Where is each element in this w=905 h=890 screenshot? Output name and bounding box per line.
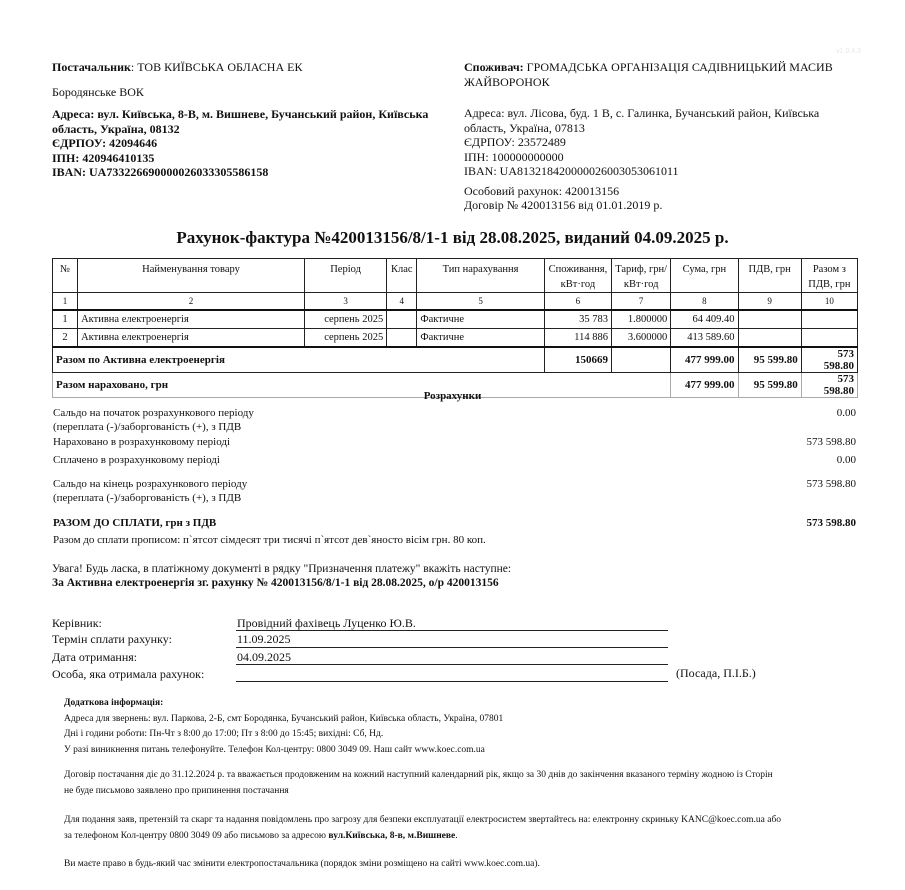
claims-line: за телефоном Кол-центру 0800 3049 09 або письмово за адресою вул.Київська, 8-в, м.Вишневе. [64, 830, 458, 841]
supplier-label: Постачальник [52, 60, 131, 74]
due-date-value: 11.09.2025 [237, 632, 291, 646]
row-name: Активна електроенергія [78, 329, 305, 348]
received-date-value: 04.09.2025 [237, 650, 291, 664]
opening-balance [53, 406, 856, 434]
supplier-branch: Бородянське ВОК [52, 84, 144, 99]
manager-value: Провідний фахівець Луценко Ю.В. [237, 616, 416, 630]
col-header: Найменування товару [78, 259, 305, 293]
row-period: серпень 2025 [304, 310, 386, 329]
row-total [801, 329, 857, 348]
col-number: 9 [738, 293, 801, 311]
row-no: 2 [53, 329, 78, 348]
closing-balance [53, 477, 856, 505]
received-date-line [236, 649, 668, 665]
consumer-address: Адреса: вул. Лісова, буд. 1 В, с. Галинка, Бучанський район, Київська область, Україна, 07813 [464, 106, 820, 135]
row-tariff: 3.600000 [612, 329, 671, 348]
grand-total-label: Разом нараховано, грн [53, 373, 671, 398]
receiver-label: Особа, яка отримала рахунок: [52, 667, 205, 681]
total-to-pay [53, 516, 856, 530]
row-type: Фактичне [417, 310, 544, 329]
accrued [53, 435, 856, 449]
invoice-title: Рахунок-фактура №420013156/8/1-1 від 28.08.2025, виданий 04.09.2025 р. [176, 228, 729, 247]
row-type: Фактичне [417, 329, 544, 348]
col-header: ПДВ, грн [738, 259, 801, 293]
settlements-title: Розрахунки [423, 390, 482, 402]
subtotal-sum: 477 999.00 [671, 347, 738, 373]
col-number: 5 [417, 293, 544, 311]
row-consumption: 114 886 [544, 329, 611, 348]
row-period: серпень 2025 [304, 329, 386, 348]
paid-label: Сплачено в розрахунковому періоді [53, 454, 220, 466]
subtotal-label: Разом по Активна електроенергія [53, 347, 545, 373]
total-to-pay-value: 573 598.80 [806, 517, 856, 529]
additional-info-title: Додаткова інформація: [64, 698, 164, 708]
row-class [387, 329, 417, 348]
due-date-line [236, 632, 668, 648]
col-number: 8 [671, 293, 738, 311]
paid-value: 0.00 [836, 454, 856, 466]
payment-note [52, 562, 511, 590]
row-sum: 413 589.60 [671, 329, 738, 348]
contract-terms-line: не буде письмово заявлено про припинення постачання [64, 785, 289, 796]
consumer-block [464, 60, 864, 213]
row-tariff: 1.800000 [612, 310, 671, 329]
position-hint: (Посада, П.І.Б.) [676, 666, 756, 680]
additional-info [64, 696, 844, 758]
closing-balance-label: Сальдо на кінець розрахункового періоду [53, 478, 248, 490]
row-class [387, 310, 417, 329]
col-number: 3 [304, 293, 386, 311]
working-hours: Дні і години роботи: Пн-Чт з 8:00 до 17:00; Пт з 8:00 до 15:45; вихідні: Сб, Нд. [64, 729, 384, 739]
subtotal-total: 573 598.80 [801, 347, 857, 373]
col-header: Сума, грн [671, 259, 738, 293]
col-number: 6 [544, 293, 611, 311]
closing-balance-value: 573 598.80 [806, 478, 856, 490]
paid [53, 453, 856, 467]
col-number: 1 [53, 293, 78, 311]
row-vat [738, 329, 801, 348]
total-in-words: Разом до сплати прописом: п`ятсот сімдесят три тисячі п`ятсот дев`яносто вісім грн. 80 коп. [53, 534, 486, 546]
supplier-name: : ТОВ КИЇВСЬКА ОБЛАСНА ЕК [130, 60, 303, 74]
payment-note-warning: Увага! Будь ласка, в платіжному документі в рядку "Призначення платежу" вкажіть наступне: [52, 563, 512, 575]
col-header: Тип нарахування [417, 259, 544, 293]
accrued-value: 573 598.80 [806, 436, 856, 448]
col-header: Тариф, грн/кВт·год [612, 259, 671, 293]
table-header-row [53, 259, 858, 293]
switch-supplier-note: Ви маєте право в будь-який час змінити електропостачальника (порядок зміни розміщено на сайті www.koec.com.ua). [64, 859, 540, 869]
total-to-pay-label: РАЗОМ ДО СПЛАТИ, грн з ПДВ [53, 517, 217, 529]
supplier-ipn: ІПН: 420946410135 [52, 150, 155, 165]
row-no: 1 [53, 310, 78, 329]
subtotal-vat: 95 599.80 [738, 347, 801, 373]
row-name: Активна електроенергія [78, 310, 305, 329]
contract-terms-line: Договір постачання діє до 31.12.2024 р. та вважається продовженим на кожний наступний календарний рік, якщо за 30 днів до закінчення вказаного терміну жодною із Сторін [64, 770, 773, 780]
opening-balance-value: 0.00 [836, 407, 856, 419]
col-number: 7 [612, 293, 671, 311]
received-date-label: Дата отримання: [52, 650, 138, 664]
consumer-iban: IBAN: UA813218420000026003053061011 [464, 164, 679, 178]
grand-total-vat: 95 599.80 [738, 373, 801, 398]
grand-total-sum: 477 999.00 [671, 373, 738, 398]
call-center: У разі виникнення питань телефонуйте. Телефон Кол-центру: 0800 3049 09. Наш сайт www.koec.com.ua [64, 744, 485, 755]
version-watermark: v1.0.4.3 [836, 48, 861, 55]
claims-info [64, 813, 844, 844]
consumer-label: Споживач: [464, 60, 524, 74]
consumer-edrpou: ЄДРПОУ: 23572489 [464, 135, 566, 149]
opening-balance-note: (переплата (-)/заборгованість (+), з ПДВ [53, 421, 242, 433]
closing-balance-note: (переплата (-)/заборгованість (+), з ПДВ [53, 492, 242, 504]
subtotal-row [53, 347, 858, 373]
consumer-contract: Договір № 420013156 від 01.01.2019 р. [464, 198, 663, 212]
receiver-line [236, 666, 668, 682]
additional-address: Адреса для звернень: вул. Паркова, 2-Б, смт Бородянка, Бучанський район, Київська область, Україна, 07801 [64, 713, 504, 724]
col-header: Період [304, 259, 386, 293]
col-header: Клас [387, 259, 417, 293]
contract-terms [64, 768, 844, 799]
opening-balance-label: Сальдо на початок розрахункового періоду [53, 407, 254, 419]
row-sum: 64 409.40 [671, 310, 738, 329]
consumer-name: ГРОМАДСЬКА ОРГАНІЗАЦІЯ САДІВНИЦЬКИЙ МАСИВ ЖАЙВОРОНОК [464, 60, 833, 89]
col-header: Разом з ПДВ, грн [801, 259, 857, 293]
grand-total-total: 573 598.80 [801, 373, 857, 398]
supplier-block [52, 60, 442, 180]
col-number: 10 [801, 293, 857, 311]
column-number-row [53, 293, 858, 311]
row-vat [738, 310, 801, 329]
col-header: Споживання, кВт·год [544, 259, 611, 293]
manager-label: Керівник: [52, 616, 102, 630]
invoice-table [52, 258, 858, 398]
consumer-ipn: ІПН: 100000000000 [464, 149, 564, 164]
subtotal-consumption: 150669 [544, 347, 611, 373]
row-consumption: 35 783 [544, 310, 611, 329]
table-row [53, 310, 858, 329]
col-number: 4 [387, 293, 417, 311]
supplier-address: Адреса: вул. Київська, 8-В, м. Вишневе, Бучанський район, Київська область, Україна, 08132 [52, 107, 429, 136]
col-header: № [53, 259, 78, 293]
row-total [801, 310, 857, 329]
consumer-account: Особовий рахунок: 420013156 [464, 183, 620, 198]
supplier-iban: IBAN: UA733226690000026033305586158 [52, 165, 269, 179]
supplier-edrpou: ЄДРПОУ: 42094646 [52, 136, 158, 150]
payment-purpose: За Активна електроенергія зг. рахунку № 420013156/8/1-1 від 28.08.2025, о/р 420013156 [52, 577, 499, 589]
claims-address: вул.Київська, 8-в, м.Вишневе [328, 830, 456, 841]
table-row [53, 329, 858, 348]
due-date-label: Термін сплати рахунку: [52, 632, 172, 646]
col-number: 2 [78, 293, 305, 311]
claims-line: Для подання заяв, претензій та скарг та надання повідомлень про загрозу для безпеки експлуатації електросистем звертайтесь на: електронну скриньку KANC@koec.com.ua або [64, 815, 782, 825]
accrued-label: Нараховано в розрахунковому періоді [53, 436, 231, 448]
